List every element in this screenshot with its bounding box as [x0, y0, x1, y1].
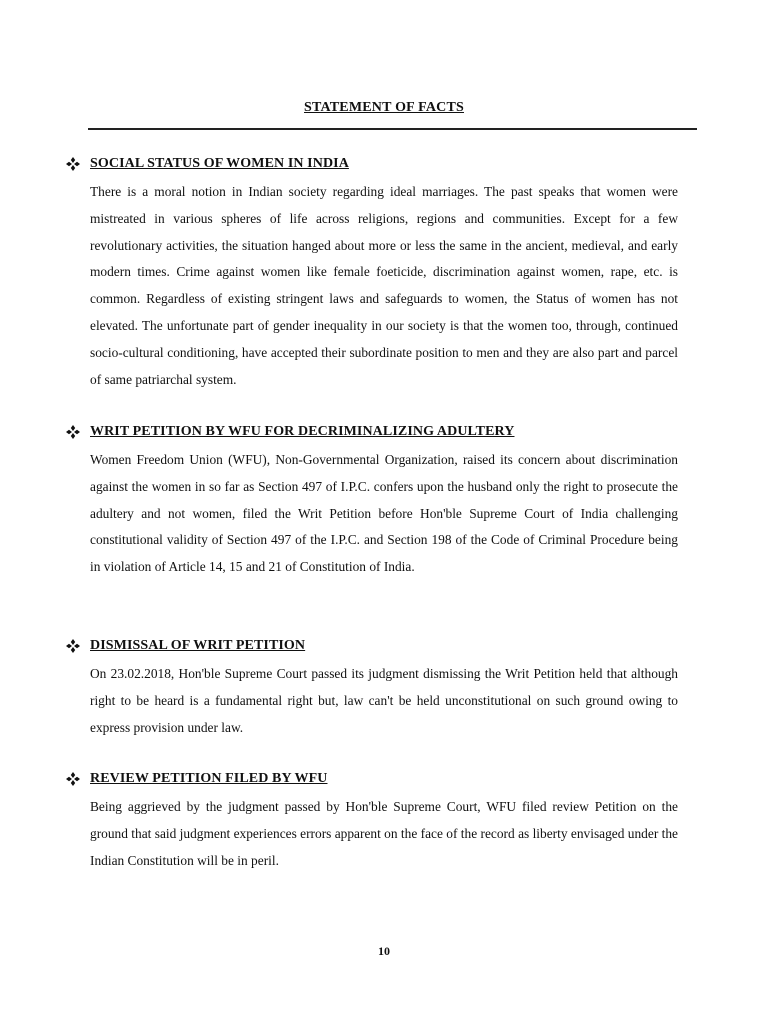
section-heading — [66, 769, 678, 789]
section-social-status — [66, 154, 678, 393]
section-writ-petition — [66, 422, 678, 581]
section-heading — [66, 422, 678, 442]
title-divider — [88, 128, 697, 130]
section-dismissal — [66, 636, 678, 741]
four-diamond-bullet-icon — [66, 157, 80, 171]
section-body: There is a moral notion in Indian society regarding ideal marriages. The past speaks that women were mistreated in various spheres of life across religions, regions and communities. Except for a few revolutionary activities, the situation hanged about more or less the same in the ancient, medieval, and early modern times. Crime against women like female foeticide, discrimination against women, rape, etc. is common. Regardless of existing stringent laws and safeguards to women, the Status of women has not elevated. The unfortunate part of gender inequality in our society is that the women too, through, continued socio-cultural conditioning, have accepted their subordinate position to men and they are also part and parcel of same patriarchal system. — [90, 184, 678, 387]
section-heading — [66, 636, 678, 656]
section-body: Being aggrieved by the judgment passed by Hon'ble Supreme Court, WFU filed review Petition on the ground that said judgment experiences errors apparent on the face of the record as liberty envisaged under the Indian Constitution will be in peril. — [90, 799, 678, 868]
page-title: STATEMENT OF FACTS — [304, 100, 464, 115]
section-heading-text: REVIEW PETITION FILED BY WFU — [90, 771, 328, 786]
four-diamond-bullet-icon — [66, 772, 80, 786]
four-diamond-bullet-icon — [66, 425, 80, 439]
page-number: 10 — [378, 944, 390, 958]
section-review-petition — [66, 769, 678, 874]
section-heading-text: SOCIAL STATUS OF WOMEN IN INDIA — [90, 156, 349, 171]
four-diamond-bullet-icon — [66, 639, 80, 653]
section-body: On 23.02.2018, Hon'ble Supreme Court passed its judgment dismissing the Writ Petition held that although right to be heard is a fundamental right but, law can't be held unconstitutional on such ground owing to express provision under law. — [90, 666, 678, 735]
section-heading-text: WRIT PETITION BY WFU FOR DECRIMINALIZING ADULTERY — [90, 424, 515, 439]
section-body: Women Freedom Union (WFU), Non-Governmental Organization, raised its concern about discrimination against the women in so far as Section 497 of I.P.C. confers upon the husband only the right to prosecute the adultery and not women, filed the Writ Petition before Hon'ble Supreme Court of India challenging constitutional validity of Section 497 of the I.P.C. and Section 198 of the Code of Criminal Procedure being in violation of Article 14, 15 and 21 of Constitution of India. — [90, 452, 678, 575]
section-heading-text: DISMISSAL OF WRIT PETITION — [90, 638, 306, 653]
section-heading — [66, 154, 678, 174]
